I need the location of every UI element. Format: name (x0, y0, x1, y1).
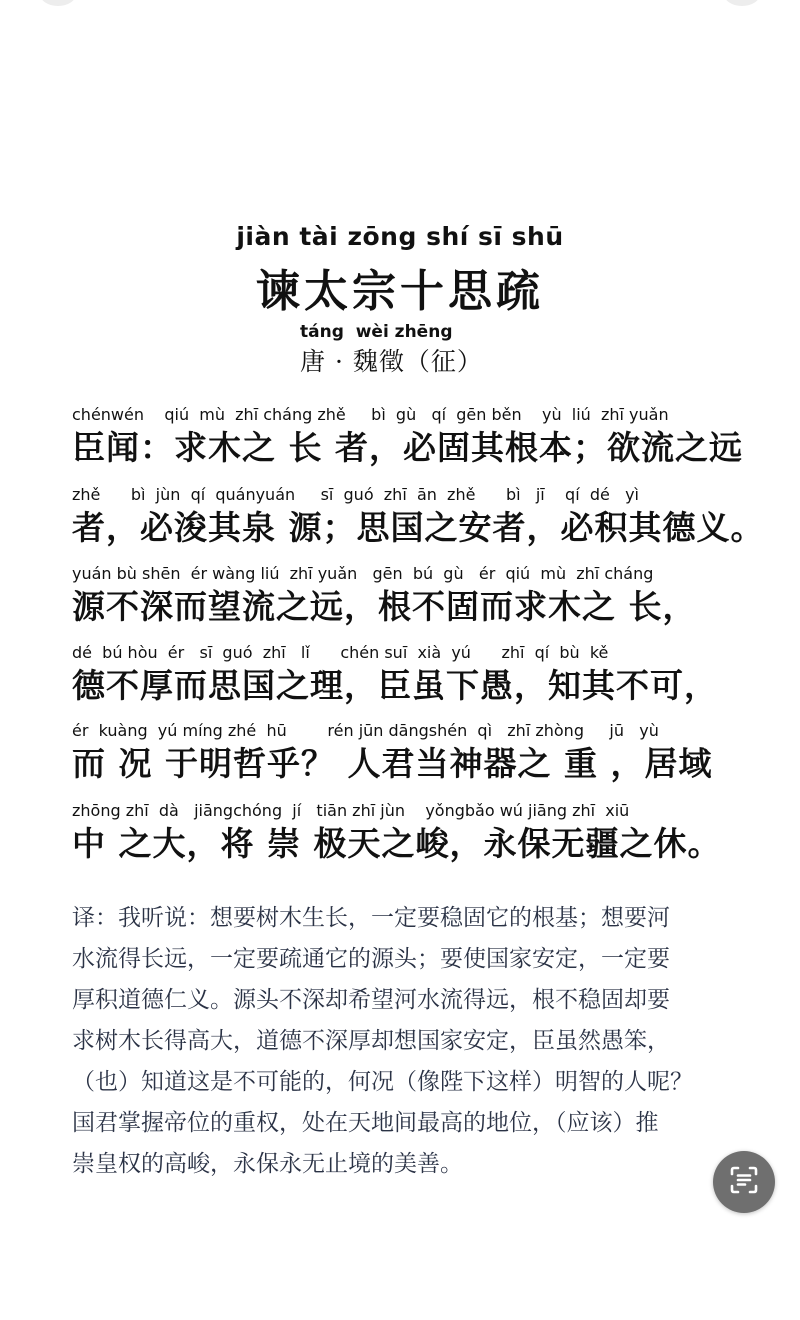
verse-text: 中 之大，将 崇 极天之峻，永保无疆之休。 (72, 824, 722, 863)
verse-line (72, 800, 732, 870)
top-left-shadow (40, 0, 76, 6)
verse-pinyin: zhōng zhī dà jiāngchóng jí tiān zhī jùn yǒngbǎo wú jiāng zhī xiū (72, 801, 630, 820)
title-pinyin: jiàn tài zōng shí sī shū (236, 222, 564, 251)
verse-pinyin: zhě bì jùn qí quányuán sī guó zhī ān zhě bì jī qí dé yì (72, 485, 639, 504)
translation-line: 求树木长得高大，道德不深厚却想国家安定，臣虽然愚笨， (72, 1028, 670, 1054)
verse-pinyin: dé bú hòu ér sī guó zhī lǐ chén suī xià yú zhī qí bù kě (72, 643, 609, 662)
top-right-shadow (724, 0, 760, 6)
translation-block (72, 898, 732, 1185)
verse-pinyin: ér kuàng yú míng zhé hū rén jūn dāngshén qì zhī zhòng jū yù (72, 721, 659, 740)
verse-text: 者，必浚其泉 源；思国之安者，必积其德义。 (72, 508, 765, 547)
page-title: 谏太宗十思疏 (256, 266, 544, 317)
verse-pinyin: chénwén qiú mù zhī cháng zhě bì gù qí gēn běn yù liú zhī yuǎn (72, 405, 669, 424)
translation-line: 崇皇权的高峻，永保永无止境的美善。 (72, 1151, 463, 1177)
translation-line: （也）知道这是不可能的，何况（像陛下这样）明智的人呢？ (72, 1069, 693, 1095)
translation-line: 国君掌握帝位的重权，处在天地间最高的地位，（应该）推 (72, 1110, 659, 1136)
verse-pinyin: yuán bù shēn ér wàng liú zhī yuǎn gēn bú gù ér qiú mù zhī cháng (72, 564, 654, 583)
verse-line (72, 720, 732, 790)
scan-text-icon (727, 1163, 761, 1201)
translation-line: 译：我听说：想要树木生长，一定要稳固它的根基；想要河 (72, 905, 670, 931)
scan-text-button[interactable] (713, 1151, 775, 1213)
verse-line (72, 563, 732, 633)
author-pinyin: táng wèi zhēng (300, 322, 453, 342)
verse-text: 德不厚而思国之理，臣虽下愚，知其不可， (72, 666, 718, 705)
verse-text: 臣闻：求木之 长 者，必固其根本；欲流之远 (72, 428, 743, 467)
author-name: 唐 · 魏徵（征） (300, 347, 483, 376)
verse-text: 而 况 于明哲乎？ 人君当神器之 重 ，居域 (72, 744, 713, 783)
verse-text: 源不深而望流之远，根不固而求木之 长， (72, 587, 697, 626)
translation-line: 厚积道德仁义。源头不深却希望河水流得远，根不稳固却要 (72, 987, 670, 1013)
verse-line (72, 484, 765, 554)
verse-line (72, 642, 732, 712)
translation-line: 水流得长远，一定要疏通它的源头；要使国家安定，一定要 (72, 946, 670, 972)
verse-line (72, 404, 743, 474)
